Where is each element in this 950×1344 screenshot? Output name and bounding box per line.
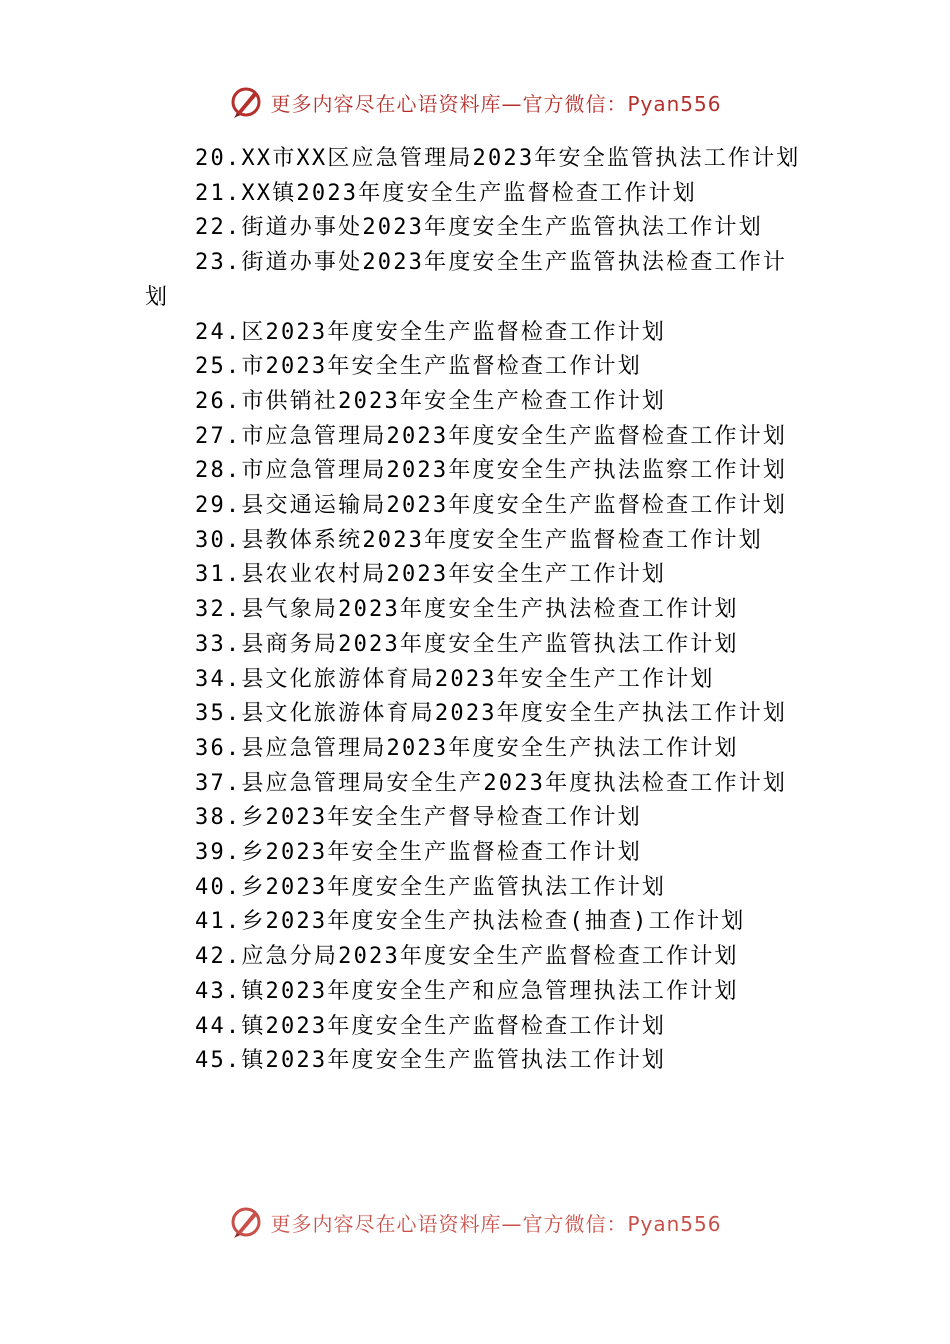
list-item: 30.县教体系统2023年度安全生产监督检查工作计划 (195, 527, 763, 553)
list-item: 45.镇2023年度安全生产监管执法工作计划 (195, 1048, 667, 1074)
list-item: 42.应急分局2023年度安全生产监督检查工作计划 (195, 944, 739, 970)
list-item: 20.XX市XX区应急管理局2023年安全监管执法工作计划 (195, 146, 801, 171)
list-item: 44.镇2023年度安全生产监督检查工作计划 (195, 1013, 667, 1039)
list-item: 32.县气象局2023年度安全生产执法检查工作计划 (195, 597, 739, 623)
watermark-text: 更多内容尽在心语资料库—官方微信：Pyan556 (270, 91, 722, 116)
list-item: 24.区2023年度安全生产监督检查工作计划 (195, 319, 667, 345)
list-item: 38.乡2023年安全生产督导检查工作计划 (195, 805, 642, 831)
watermark-text: 更多内容尽在心语资料库—官方微信：Pyan556 (270, 1211, 722, 1236)
list-item: 37.县应急管理局安全生产2023年度执法检查工作计划 (195, 770, 788, 796)
list-item: 21.XX镇2023年度安全生产监督检查工作计划 (195, 180, 698, 206)
list-item: 23.街道办事处2023年度安全生产监管执法检查工作计划 (145, 250, 788, 310)
list-item: 25.市2023年安全生产监督检查工作计划 (195, 354, 642, 380)
list-item: 40.乡2023年度安全生产监管执法工作计划 (195, 874, 667, 900)
list-item: 33.县商务局2023年度安全生产监管执法工作计划 (195, 631, 739, 657)
list-item: 27.市应急管理局2023年度安全生产监督检查工作计划 (195, 423, 788, 449)
header-watermark (0, 82, 950, 122)
list-item: 28.市应急管理局2023年度安全生产执法监察工作计划 (195, 458, 788, 484)
document-body (145, 142, 810, 1079)
list-item: 26.市供销社2023年安全生产检查工作计划 (195, 388, 667, 414)
list-item: 34.县文化旅游体育局2023年安全生产工作计划 (195, 666, 715, 692)
pen-logo-icon (228, 84, 264, 120)
footer-watermark (0, 1202, 950, 1242)
list-item: 36.县应急管理局2023年度安全生产执法工作计划 (195, 735, 739, 761)
list-item: 31.县农业农村局2023年安全生产工作计划 (195, 562, 667, 588)
list-item: 39.乡2023年安全生产监督检查工作计划 (195, 840, 642, 866)
pen-logo-icon (228, 1204, 264, 1240)
list-item: 41.乡2023年度安全生产执法检查(抽查)工作计划 (195, 909, 746, 935)
list-item: 22.街道办事处2023年度安全生产监管执法工作计划 (195, 215, 763, 241)
list-item: 35.县文化旅游体育局2023年度安全生产执法工作计划 (195, 701, 788, 727)
list-item: 43.镇2023年度安全生产和应急管理执法工作计划 (195, 978, 739, 1004)
list-item: 29.县交通运输局2023年度安全生产监督检查工作计划 (195, 493, 788, 519)
